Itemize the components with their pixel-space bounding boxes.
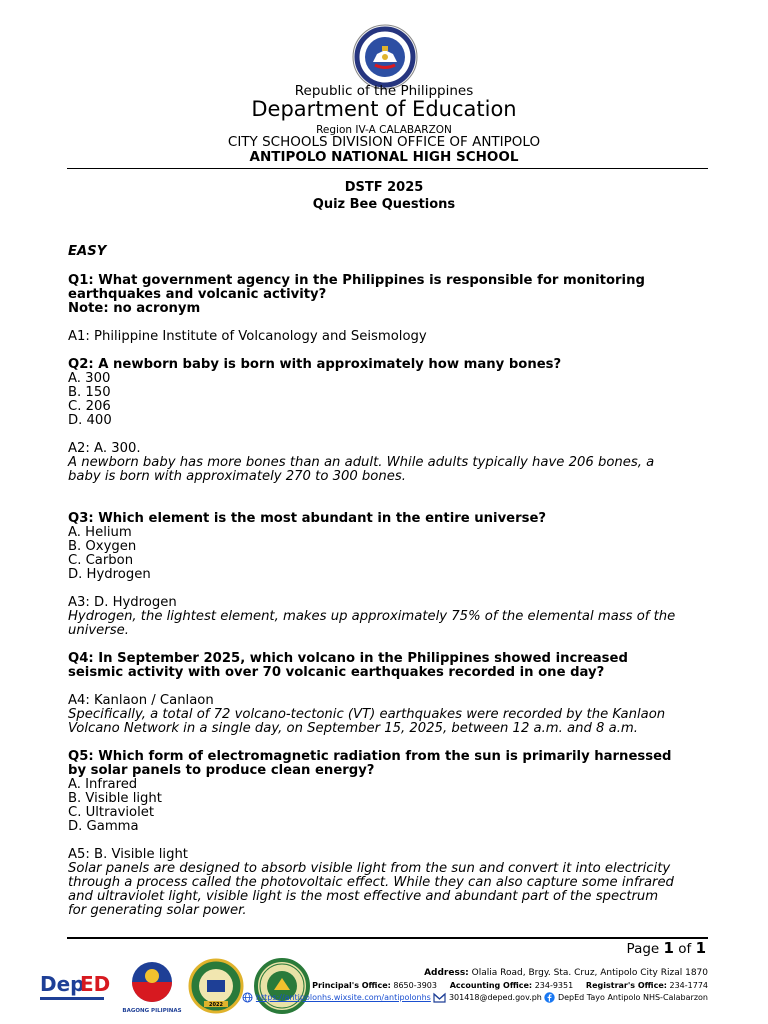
address-value: Olalia Road, Brgy. Sta. Cruz, Antipolo City Rizal 1870	[471, 968, 708, 978]
principal-label: Principal's Office:	[312, 981, 391, 990]
school-seal-icon	[190, 960, 242, 1012]
option: D. Gamma	[68, 819, 139, 834]
option: A. Helium	[68, 525, 132, 540]
page-number	[627, 939, 706, 957]
deped-logo-icon	[40, 972, 110, 1000]
option: D. 400	[68, 413, 112, 428]
question-1	[68, 274, 718, 316]
department-name: Department of Education	[251, 97, 517, 121]
page-total: 1	[695, 939, 706, 957]
division-line: CITY SCHOOLS DIVISION OFFICE OF ANTIPOLO	[227, 134, 541, 150]
explanation-4	[68, 708, 718, 736]
explanation-line: Volcano Network in a single day, on September 15, 2025, between 12 a.m. and 8 a.m.	[68, 721, 638, 736]
question-line: earthquakes and volcanic activity?	[68, 287, 327, 302]
explanation-line: and ultraviolet light, visible light is the most effective and abundant part of the spectrum	[68, 889, 659, 904]
options-3	[68, 526, 718, 582]
answer-1: A1: Philippine Institute of Volcanology and Seismology	[68, 329, 427, 344]
question-line: Q2: A newborn baby is born with approximately how many bones?	[68, 357, 562, 372]
question-5	[68, 750, 718, 778]
answer-5: A5: B. Visible light	[68, 847, 188, 862]
document-subtitle: Quiz Bee Questions	[312, 197, 456, 212]
bagong-pilipinas-logo-icon	[122, 962, 181, 1014]
answer-4: A4: Kanlaon / Canlaon	[68, 693, 214, 708]
options-5	[68, 778, 718, 834]
answer-2: A2: A. 300.	[68, 441, 141, 456]
page-current: 1	[663, 939, 674, 957]
deped-seal-icon	[352, 24, 418, 90]
question-3	[68, 512, 718, 526]
globe-icon	[242, 992, 253, 1003]
facebook-icon	[544, 992, 555, 1003]
explanation-5	[68, 862, 718, 918]
question-line: by solar panels to produce clean energy?	[68, 763, 375, 778]
header-divider	[67, 168, 708, 169]
question-4	[68, 652, 718, 680]
office-phones	[312, 981, 708, 990]
question-2	[68, 358, 718, 372]
svg-text:BAGONG PILIPINAS: BAGONG PILIPINAS	[122, 1008, 182, 1014]
registrar-phone: 234-1774	[669, 981, 708, 990]
option: A. 300	[68, 371, 111, 386]
svg-text:2022: 2022	[209, 1002, 223, 1008]
question-line: Q5: Which form of electromagnetic radiation from the sun is primarily harnessed	[68, 749, 672, 764]
explanation-line: Specifically, a total of 72 volcano-tectonic (VT) earthquakes were recorded by the Kanlaon	[68, 707, 666, 722]
question-line: seismic activity with over 70 volcanic earthquakes recorded in one day?	[68, 665, 605, 680]
mail-icon	[433, 992, 446, 1003]
explanation-line: Hydrogen, the lightest element, makes up approximately 75% of the elemental mass of the	[68, 609, 676, 624]
facebook-page[interactable]: DepEd Tayo Antipolo NHS-Calabarzon	[557, 993, 708, 1002]
option: B. Visible light	[68, 791, 162, 806]
option: D. Hydrogen	[68, 567, 151, 582]
option: C. Carbon	[68, 553, 134, 568]
option: B. 150	[68, 385, 111, 400]
registrar-label: Registrar's Office:	[585, 981, 667, 990]
school-name: ANTIPOLO NATIONAL HIGH SCHOOL	[249, 149, 519, 165]
option: A. Infrared	[68, 777, 138, 792]
explanation-line: A newborn baby has more bones than an adult. While adults typically have 206 bones, a	[68, 455, 655, 470]
explanation-line: universe.	[68, 623, 129, 638]
republic-line: Republic of the Philippines	[294, 83, 474, 99]
question-line: Q4: In September 2025, which volcano in the Philippines showed increased	[68, 651, 628, 666]
document-title: DSTF 2025	[344, 180, 424, 195]
explanation-line: for generating solar power.	[68, 903, 247, 918]
explanation-3	[68, 610, 718, 638]
contact-links	[242, 992, 708, 1003]
options-2	[68, 372, 718, 428]
footer-divider	[67, 937, 708, 939]
footer-logos	[40, 956, 315, 1014]
question-line: Q1: What government agency in the Philippines is responsible for monitoring	[68, 273, 645, 288]
option: B. Oxygen	[68, 539, 137, 554]
svg-text:Dep: Dep	[40, 972, 85, 996]
antipolo-nhs-seal-icon	[256, 960, 308, 1012]
of-word: of	[678, 941, 692, 957]
answer-3: A3: D. Hydrogen	[68, 595, 177, 610]
option: C. 206	[68, 399, 111, 414]
option: C. Ultraviolet	[68, 805, 155, 820]
question-note: Note: no acronym	[68, 301, 201, 316]
website-link[interactable]: https://antipolonhs.wixsite.com/antipolonhs	[255, 993, 431, 1002]
principal-phone: 8650-3903	[393, 981, 437, 990]
explanation-line: baby is born with approximately 270 to 300 bones.	[68, 469, 406, 484]
question-line: Q3: Which element is the most abundant in the entire universe?	[68, 511, 547, 526]
page-word: Page	[626, 941, 660, 957]
address-label: Address:	[424, 968, 469, 978]
explanation-line: through a process called the photovoltaic effect. While they can also capture some infrared	[68, 875, 674, 890]
svg-text:ED: ED	[80, 972, 111, 996]
section-heading: EASY	[68, 244, 107, 259]
explanation-line: Solar panels are designed to absorb visible light from the sun and convert it into electricity	[68, 861, 671, 876]
accounting-label: Accounting Office:	[449, 981, 533, 990]
email-address[interactable]: 301418@deped.gov.ph	[448, 993, 542, 1002]
accounting-phone: 234-9351	[534, 981, 574, 990]
explanation-2	[68, 456, 718, 484]
region-line: Region IV-A CALABARZON	[316, 124, 452, 136]
school-address	[424, 968, 708, 978]
